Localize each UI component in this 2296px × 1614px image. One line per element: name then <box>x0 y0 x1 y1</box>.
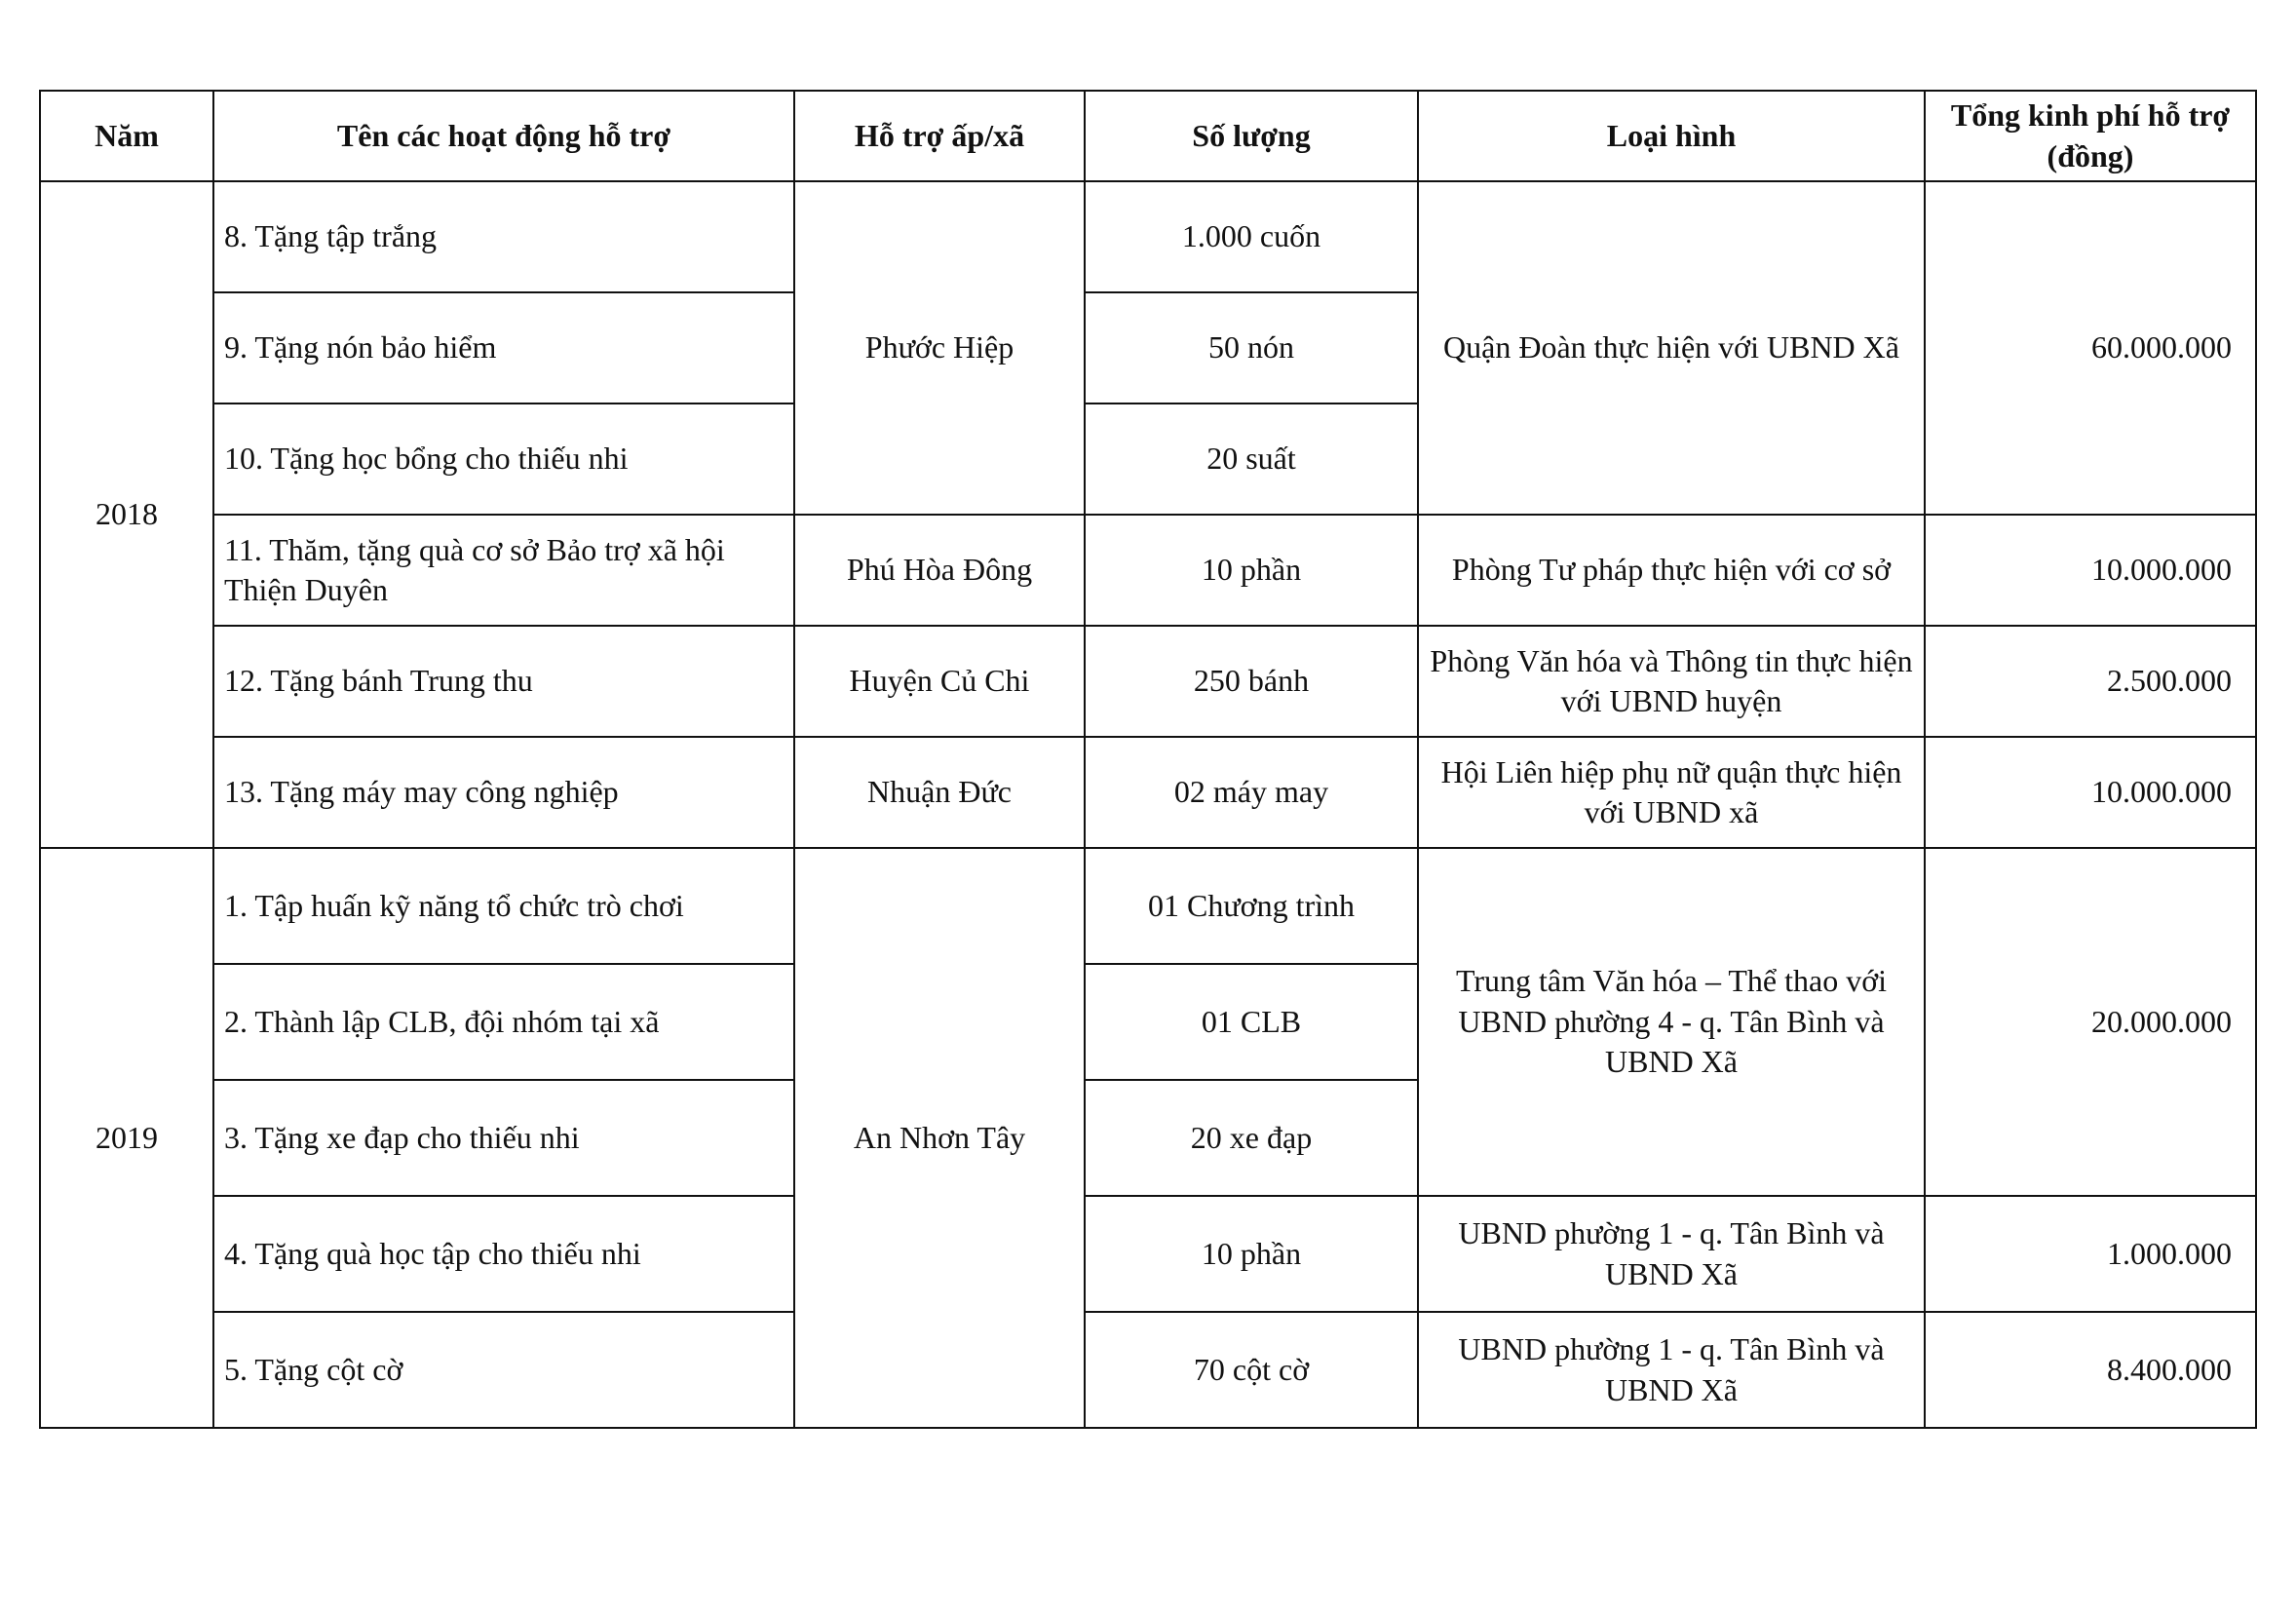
activity-cell: 1. Tập huấn kỹ năng tổ chức trò chơi <box>213 848 794 964</box>
quantity-cell: 20 xe đạp <box>1085 1080 1418 1196</box>
quantity-cell: 250 bánh <box>1085 626 1418 737</box>
type-cell: Phòng Tư pháp thực hiện với cơ sở <box>1418 515 1925 626</box>
activity-cell: 2. Thành lập CLB, đội nhóm tại xã <box>213 964 794 1080</box>
location-cell: Huyện Củ Chi <box>794 626 1085 737</box>
quantity-cell: 20 suất <box>1085 404 1418 515</box>
cost-cell: 2.500.000 <box>1925 626 2256 737</box>
header-location: Hỗ trợ ấp/xã <box>794 91 1085 181</box>
activity-cell: 8. Tặng tập trắng <box>213 181 794 292</box>
activity-cell: 12. Tặng bánh Trung thu <box>213 626 794 737</box>
location-cell: Phước Hiệp <box>794 181 1085 515</box>
location-cell: An Nhơn Tây <box>794 848 1085 1428</box>
type-cell: UBND phường 1 - q. Tân Bình và UBND Xã <box>1418 1312 1925 1428</box>
cost-cell: 1.000.000 <box>1925 1196 2256 1312</box>
activity-cell: 10. Tặng học bổng cho thiếu nhi <box>213 404 794 515</box>
quantity-cell: 01 Chương trình <box>1085 848 1418 964</box>
cost-cell: 10.000.000 <box>1925 515 2256 626</box>
quantity-cell: 1.000 cuốn <box>1085 181 1418 292</box>
table-row <box>40 1196 2256 1312</box>
quantity-cell: 01 CLB <box>1085 964 1418 1080</box>
type-cell: Quận Đoàn thực hiện với UBND Xã <box>1418 181 1925 515</box>
quantity-cell: 10 phần <box>1085 515 1418 626</box>
quantity-cell: 70 cột cờ <box>1085 1312 1418 1428</box>
table-row <box>40 181 2256 292</box>
table-row <box>40 1312 2256 1428</box>
table-row <box>40 515 2256 626</box>
cost-cell: 20.000.000 <box>1925 848 2256 1196</box>
table-row <box>40 626 2256 737</box>
cost-cell: 8.400.000 <box>1925 1312 2256 1428</box>
table-row <box>40 737 2256 848</box>
support-activities-table <box>39 90 2257 1429</box>
header-type: Loại hình <box>1418 91 1925 181</box>
header-activity: Tên các hoạt động hỗ trợ <box>213 91 794 181</box>
activity-cell: 5. Tặng cột cờ <box>213 1312 794 1428</box>
header-cost: Tổng kinh phí hỗ trợ (đồng) <box>1925 91 2256 181</box>
activity-cell: 3. Tặng xe đạp cho thiếu nhi <box>213 1080 794 1196</box>
activity-cell: 9. Tặng nón bảo hiểm <box>213 292 794 404</box>
type-cell: Trung tâm Văn hóa – Thể thao với UBND phường 4 - q. Tân Bình và UBND Xã <box>1418 848 1925 1196</box>
cost-cell: 10.000.000 <box>1925 737 2256 848</box>
cost-cell: 60.000.000 <box>1925 181 2256 515</box>
activity-cell: 13. Tặng máy may công nghiệp <box>213 737 794 848</box>
table-row <box>40 848 2256 964</box>
header-year: Năm <box>40 91 213 181</box>
quantity-cell: 02 máy may <box>1085 737 1418 848</box>
activity-cell: 11. Thăm, tặng quà cơ sở Bảo trợ xã hội Thiện Duyên <box>213 515 794 626</box>
quantity-cell: 10 phần <box>1085 1196 1418 1312</box>
location-cell: Phú Hòa Đông <box>794 515 1085 626</box>
activity-cell: 4. Tặng quà học tập cho thiếu nhi <box>213 1196 794 1312</box>
year-cell-2019: 2019 <box>40 848 213 1428</box>
type-cell: Phòng Văn hóa và Thông tin thực hiện với UBND huyện <box>1418 626 1925 737</box>
type-cell: Hội Liên hiệp phụ nữ quận thực hiện với UBND xã <box>1418 737 1925 848</box>
type-cell: UBND phường 1 - q. Tân Bình và UBND Xã <box>1418 1196 1925 1312</box>
header-quantity: Số lượng <box>1085 91 1418 181</box>
header-row <box>40 91 2256 181</box>
location-cell: Nhuận Đức <box>794 737 1085 848</box>
year-cell-2018: 2018 <box>40 181 213 848</box>
quantity-cell: 50 nón <box>1085 292 1418 404</box>
